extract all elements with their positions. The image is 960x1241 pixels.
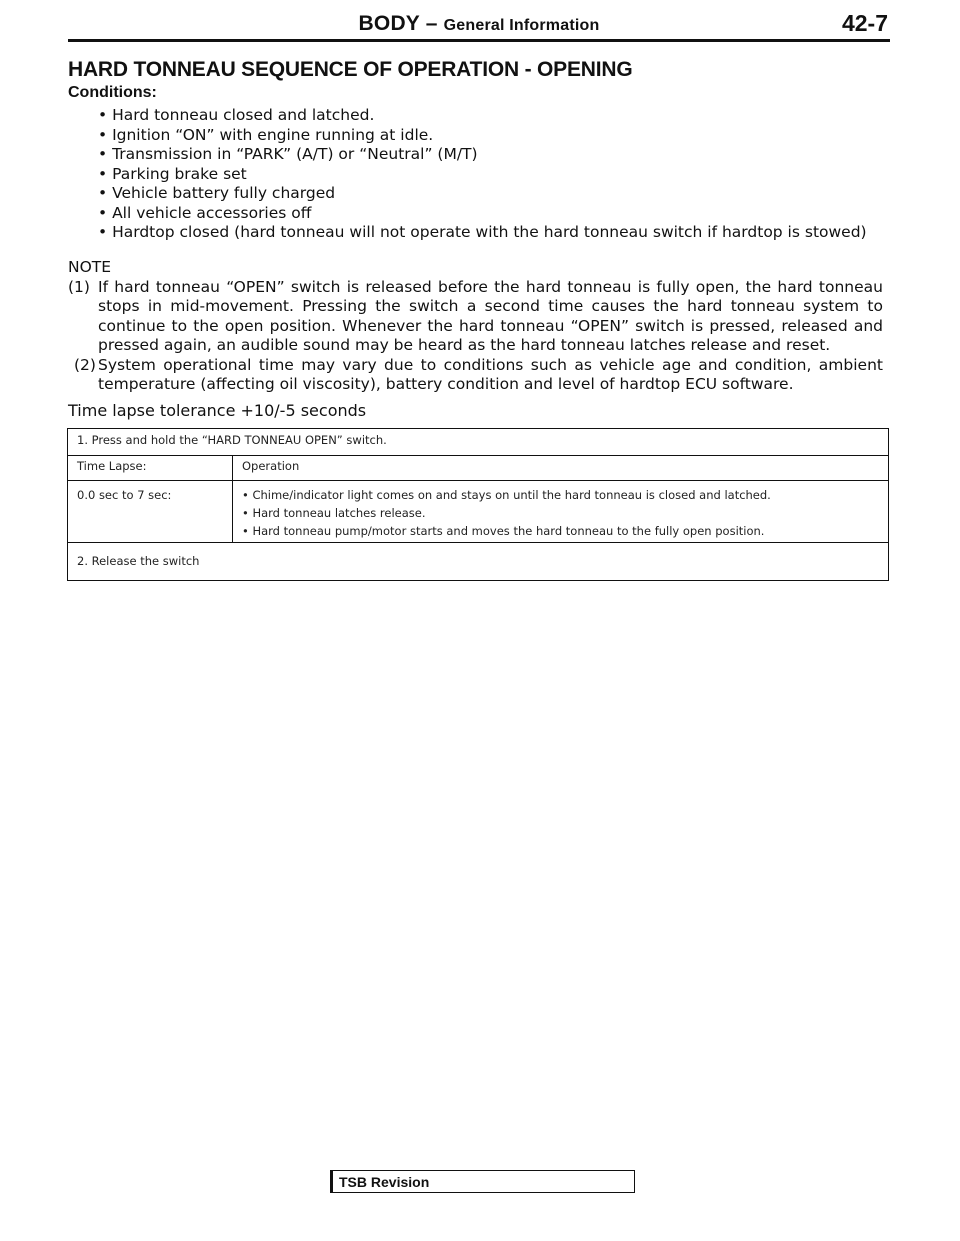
column-header-time: Time Lapse: [68,456,233,481]
page-number: 42-7 [841,10,888,36]
table-row [68,481,889,543]
condition-item: • Ignition “ON” with engine running at idle. [98,126,867,146]
condition-item: • Transmission in “PARK” (A/T) or “Neutral” (M/T) [98,145,867,165]
note-number: (1) [68,277,90,296]
condition-item: • Hardtop closed (hard tonneau will not operate with the hard tonneau switch if hardtop is stowed) [98,223,867,243]
header-section: BODY [358,12,420,35]
header-dash: – [425,12,438,35]
operation-list [242,486,879,540]
page-header [68,10,890,38]
table-row [68,543,889,581]
header-subsection: General Information [443,17,600,34]
conditions-list [98,106,867,243]
note-item [68,278,883,356]
operation-item: • Chime/indicator light comes on and stays on until the hard tonneau is closed and latched. [242,486,879,504]
note-block [68,258,883,395]
conditions-label: Conditions: [68,84,157,101]
condition-item: • Parking brake set [98,165,867,185]
operation-cell [233,481,889,543]
operation-item: • Hard tonneau latches release. [242,504,879,522]
condition-item: • Hard tonneau closed and latched. [98,106,867,126]
header-rule [68,39,890,42]
note-label: NOTE [68,258,112,276]
table-header-row [68,456,889,481]
step-1-instruction: 1. Press and hold the “HARD TONNEAU OPEN” switch. [68,429,889,456]
time-lapse-tolerance: Time lapse tolerance +10/-5 seconds [68,401,367,420]
table-row [68,429,889,456]
operation-table [67,428,889,581]
note-number: (2) [74,355,96,374]
column-header-operation: Operation [233,456,889,481]
note-text: System operational time may vary due to conditions such as vehicle age and condition, ambient temperature (affecting oil viscosity), battery condition and level of hardtop ECU software. [98,355,883,393]
time-lapse-cell: 0.0 sec to 7 sec: [68,481,233,543]
condition-item: • Vehicle battery fully charged [98,184,867,204]
section-title: HARD TONNEAU SEQUENCE OF OPERATION - OPENING [68,58,633,81]
condition-item: • All vehicle accessories off [98,204,867,224]
note-text: If hard tonneau “OPEN” switch is released before the hard tonneau is fully open, the hard tonneau stops in mid-movement. Pressing the switch a second time causes the hard tonneau system to continue to the open position. Whenever the hard tonneau “OPEN” switch is pressed, released and pressed again, an audible sound may be heard as the hard tonneau latches release and reset. [98,277,883,354]
tsb-revision-box: TSB Revision [330,1170,635,1193]
header-title [68,12,890,36]
step-2-instruction: 2. Release the switch [68,543,889,581]
note-item [68,356,883,395]
operation-item: • Hard tonneau pump/motor starts and moves the hard tonneau to the fully open position. [242,522,879,540]
